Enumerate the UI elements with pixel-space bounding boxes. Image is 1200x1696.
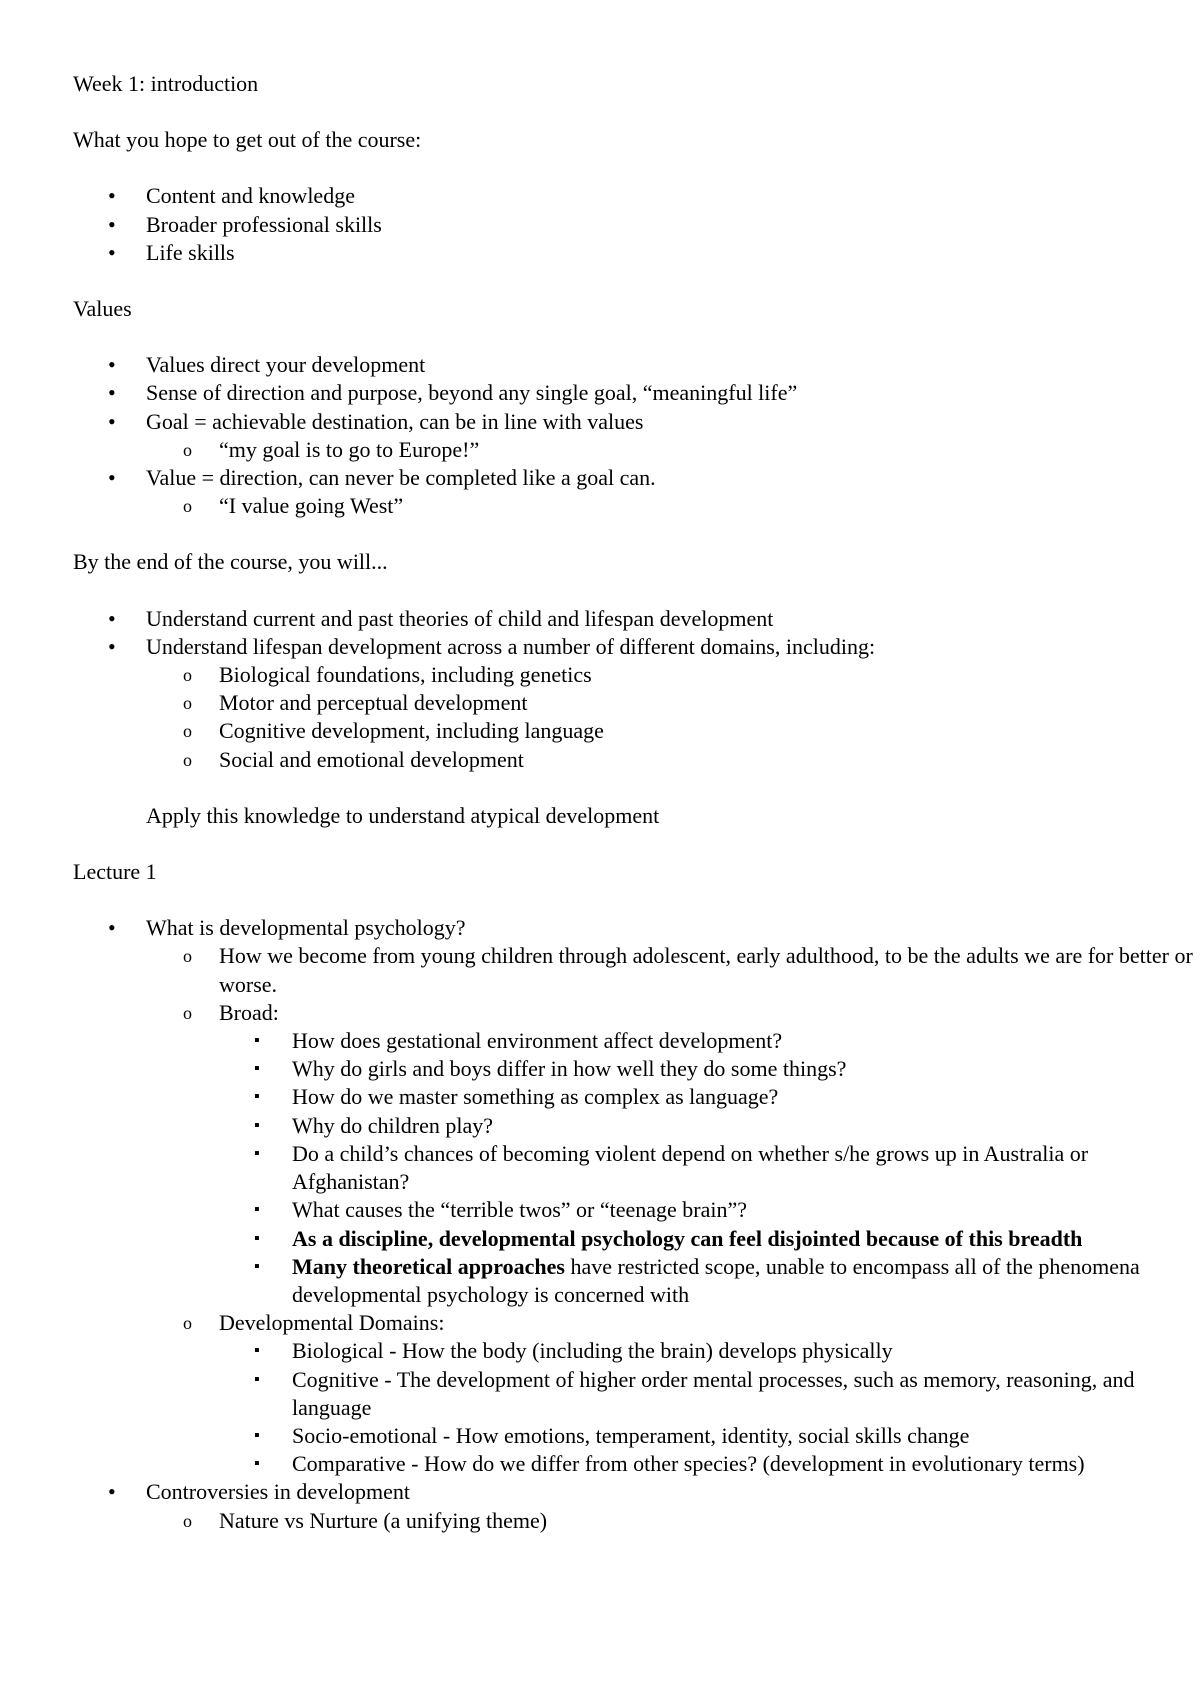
bullet-dot-icon: • (108, 239, 116, 265)
sub-sub-list-item: ▪ Why do children play? (73, 1112, 1200, 1140)
list-item: • Goal = achievable destination, can be in line with values (73, 408, 1200, 436)
list-item: • Values direct your development (73, 351, 1200, 379)
hope-title: What you hope to get out of the course: (73, 127, 422, 153)
bullet-circle-icon: o (183, 946, 192, 967)
sub-list-item: o “my goal is to go to Europe!” (73, 436, 1200, 464)
sub-sub-list-item: ▪ Do a child’s chances of becoming violent depend on whether s/he grows up in Australia or Afghanistan? (254, 1140, 1089, 1195)
bullet-dot-icon: • (108, 915, 116, 941)
sub-sub-list-item (73, 1225, 1200, 1253)
bullet-dot-icon: • (108, 633, 116, 659)
end-list (73, 605, 1200, 774)
bullet-dot-icon: • (108, 605, 116, 631)
bullet-dot-icon: • (108, 465, 116, 491)
bullet-square-icon: ▪ (254, 1342, 260, 1360)
sub-list-item: o Social and emotional development (73, 746, 1200, 774)
lecture-title: Lecture 1 (73, 859, 157, 885)
sub-sub-list-item: ▪ How does gestational environment affect development? (73, 1027, 1200, 1055)
bullet-dot-icon: • (108, 380, 116, 406)
list-item: • Broader professional skills (73, 211, 1200, 239)
bullet-square-icon: ▪ (254, 1060, 260, 1078)
bullet-circle-icon: o (183, 1313, 192, 1334)
bullet-square-icon: ▪ (254, 1370, 260, 1388)
bullet-square-icon: ▪ (254, 1426, 260, 1444)
bullet-square-icon: ▪ (254, 1201, 260, 1219)
list-item: • Sense of direction and purpose, beyond any single goal, “meaningful life” (73, 379, 1200, 407)
bullet-circle-icon: o (183, 749, 192, 770)
sub-list-item: o Motor and perceptual development (73, 689, 1200, 717)
bullet-circle-icon: o (183, 439, 192, 460)
sub-list-item: o Biological foundations, including genetics (73, 661, 1200, 689)
approaches-bold-text: Many theoretical approaches (292, 1253, 565, 1279)
bullet-square-icon: ▪ (254, 1144, 260, 1162)
sub-list-item: o How we become from young children through adolescent, early adulthood, to be the adults we are for better or worse. (183, 943, 1193, 997)
bullet-circle-icon: o (183, 1510, 192, 1531)
apply-text: Apply this knowledge to understand atypical development (146, 802, 660, 828)
sub-sub-list-item: ▪ Comparative - How do we differ from other species? (development in evolutionary terms) (73, 1450, 1200, 1478)
bullet-square-icon: ▪ (254, 1088, 260, 1106)
values-list (73, 351, 1200, 520)
end-title: By the end of the course, you will... (73, 549, 388, 575)
sub-list-item: o Cognitive development, including language (73, 717, 1200, 745)
bullet-circle-icon: o (183, 665, 192, 686)
bullet-dot-icon: • (108, 408, 116, 434)
bullet-square-icon: ▪ (254, 1229, 260, 1247)
list-item: • What is developmental psychology? (73, 914, 1200, 942)
sub-list-item: o Broad: (73, 999, 1200, 1027)
bullet-square-icon: ▪ (254, 1455, 260, 1473)
sub-sub-list-item: ▪ Many theoretical approaches have restricted scope, unable to encompass all of the phenomena developmental psychology is concerned with (254, 1253, 1140, 1307)
hope-list (73, 182, 1200, 267)
list-item: • Life skills (73, 239, 1200, 267)
sub-list-item: o “I value going West” (73, 492, 1200, 520)
sub-sub-list-item: ▪ How do we master something as complex as language? (73, 1083, 1200, 1111)
sub-list-item: o Developmental Domains: (73, 1309, 1200, 1337)
bullet-dot-icon: • (108, 211, 116, 237)
discipline-bold-text: As a discipline, developmental psychology can feel disjointed because of this breadth (292, 1225, 1083, 1251)
list-item: • Understand current and past theories of child and lifespan development (73, 605, 1200, 633)
bullet-circle-icon: o (183, 496, 192, 517)
bullet-dot-icon: • (108, 352, 116, 378)
bullet-circle-icon: o (183, 1002, 192, 1023)
sub-list-item: o Nature vs Nurture (a unifying theme) (73, 1507, 1200, 1535)
sub-sub-list-item: ▪ Why do girls and boys differ in how well they do some things? (73, 1055, 1200, 1083)
list-item: • Understand lifespan development across a number of different domains, including: (73, 633, 1200, 661)
list-item: • Content and knowledge (73, 182, 1200, 210)
list-item: • Controversies in development (73, 1478, 1200, 1506)
bullet-circle-icon: o (183, 721, 192, 742)
sub-sub-list-item: ▪ Cognitive - The development of higher order mental processes, such as memory, reasoning, and language (254, 1366, 1135, 1420)
page-heading: Week 1: introduction (73, 71, 259, 96)
bullet-dot-icon: • (108, 1479, 116, 1505)
sub-sub-list-item: ▪ Biological - How the body (including the brain) develops physically (73, 1337, 1200, 1365)
bullet-dot-icon: • (108, 183, 116, 209)
values-title: Values (73, 296, 132, 322)
bullet-square-icon: ▪ (254, 1032, 260, 1050)
bullet-square-icon: ▪ (254, 1116, 260, 1134)
bullet-circle-icon: o (183, 693, 192, 714)
bullet-square-icon: ▪ (254, 1257, 260, 1275)
sub-sub-list-item: ▪ Socio-emotional - How emotions, temperament, identity, social skills change (73, 1422, 1200, 1450)
lecture-list (73, 914, 1200, 1534)
list-item: • Value = direction, can never be completed like a goal can. (73, 464, 1200, 492)
sub-sub-list-item: ▪ What causes the “terrible twos” or “teenage brain”? (73, 1196, 1200, 1224)
